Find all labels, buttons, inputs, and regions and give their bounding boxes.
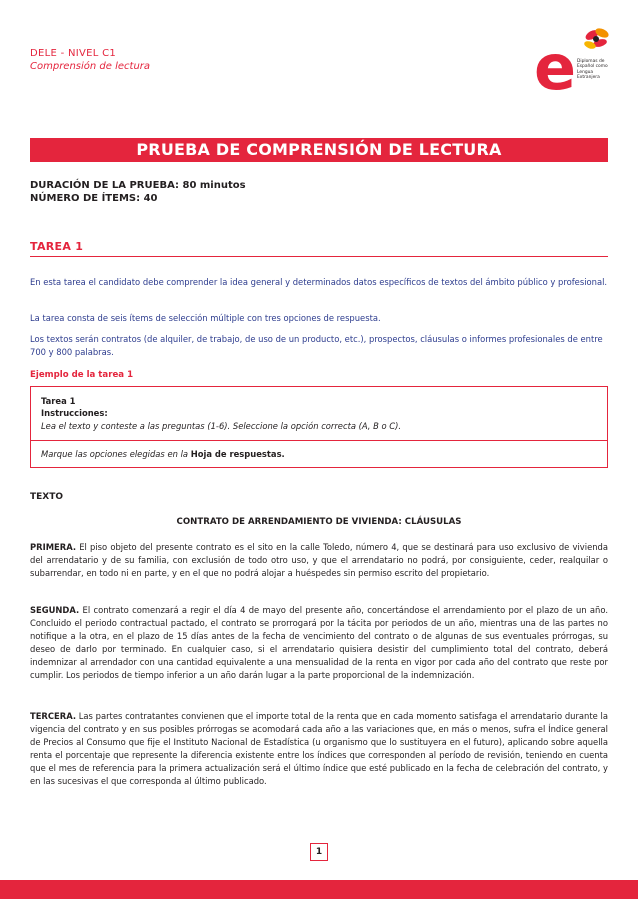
exam-item-count: NÚMERO DE ÍTEMS: 40 bbox=[30, 193, 158, 204]
example-task-title: Tarea 1 bbox=[41, 396, 76, 406]
text-section-label: TEXTO bbox=[30, 492, 64, 502]
clause-body: Las partes contratantes convienen que el importe total de la renta que en cada momento satisfaga el arrendatario durante la vigencia del contrato y en sus posibles prórrogas se acomodará cada año a las variaciones que, en más o menos, sufra el Índice general de Precios al Consumo que fije el Instituto Nacional de Estadística (u organismo que lo sustituyera en el futuro), aplicando sobre aquella renta el porcentaje que represente la diferencia existente entre los índices que corresponden al período de revisión, teniendo en cuenta que el mes de referencia para la primera actualización será el último índice que esté publicado en la fecha de celebración del contrato, y en las sucesivas el que corresponda al último publicado. bbox=[30, 711, 608, 786]
answer-sheet-prefix: Marque las opciones elegidas en la bbox=[41, 449, 191, 459]
task-description-3: Los textos serán contratos (de alquiler, de trabajo, de uso de un producto, etc.), prospectos, cláusulas o informes profesionales de entre 700 y 800 palabras. bbox=[30, 334, 603, 357]
clause-body: El contrato comenzará a regir el día 4 de mayo del presente año, concertándose el arrendamiento por el plazo de un año. Concluido el periodo contractual pactado, el contrato se prorrogará por la tácita por periodos de un año, mientras una de las partes no notifique a la otra, en el plazo de 15 días antes de la fecha de vencimiento del contrato o de algunas de sus eventuales prórrogas, su deseo de darlo por terminado. En cualquier caso, si el arrendatario quisiera desistir del cumplimiento total del contrato, deberá indemnizar al arrendador con una cantidad equivalente a una mensualidad de la renta en vigor por cada año del contrato que reste por cumplir. Los periodos de tiempo inferior a un año darán lugar a la parte proporcional de la indemnización. bbox=[30, 605, 608, 680]
task-description-1: En esta tarea el candidato debe comprender la idea general y determinados datos específicos de textos del ámbito público y profesional. bbox=[30, 277, 608, 287]
logo-line: Lengua bbox=[577, 69, 594, 75]
clause-heading: TERCERA. bbox=[30, 711, 77, 721]
logo-letter: e bbox=[534, 31, 577, 104]
logo-line: Diplomas de bbox=[577, 59, 605, 64]
answer-sheet-bold: Hoja de respuestas. bbox=[190, 449, 285, 459]
footer-bar bbox=[0, 880, 638, 899]
clause-body: El piso objeto del presente contrato es el sito en la calle Toledo, número 4, que se destinará para uso exclusivo de vivienda del arrendatario y de su familia, con exclusión de todo otro uso, y que el arrendatario no podrá, por consiguiente, ceder, realquilar o subarrendar, en todo ni en parte, y en el que no podrá alojar a huéspedes sin permiso escrito del propietario. bbox=[30, 542, 608, 578]
task-heading: TAREA 1 bbox=[30, 240, 84, 253]
logo-line: Extranjera bbox=[577, 75, 600, 81]
clause-first bbox=[30, 541, 608, 580]
example-instructions-label: Instrucciones: bbox=[41, 408, 108, 418]
contract-title: CONTRATO DE ARRENDAMIENTO DE VIVIENDA: CLÁUSULAS bbox=[176, 517, 462, 527]
clause-heading: PRIMERA. bbox=[30, 542, 77, 552]
clause-second bbox=[30, 604, 608, 682]
exam-section: Comprensión de lectura bbox=[30, 61, 151, 72]
box-divider bbox=[31, 440, 607, 441]
logo-caption bbox=[577, 59, 608, 81]
clause-third bbox=[30, 710, 608, 788]
dele-logo bbox=[534, 25, 614, 104]
example-instructions-text: Lea el texto y conteste a las preguntas (1-6). Seleccione la opción correcta (A, B o C). bbox=[41, 421, 402, 431]
example-instructions-box bbox=[30, 386, 608, 468]
exam-duration: DURACIÓN DE LA PRUEBA: 80 minutos bbox=[30, 180, 246, 191]
logo-line: Español como bbox=[577, 64, 608, 70]
task-heading-divider bbox=[30, 256, 608, 257]
task-example-label: Ejemplo de la tarea 1 bbox=[30, 370, 134, 380]
flower-icon bbox=[578, 25, 614, 55]
answer-sheet-note bbox=[41, 448, 285, 460]
page-title-banner: PRUEBA DE COMPRENSIÓN DE LECTURA bbox=[30, 138, 608, 162]
document-header bbox=[30, 47, 150, 73]
exam-level: DELE - NIVEL C1 bbox=[30, 48, 117, 59]
task-description-2: La tarea consta de seis ítems de selección múltiple con tres opciones de respuesta. bbox=[30, 313, 381, 323]
exam-info bbox=[30, 179, 246, 205]
page-number: 1 bbox=[310, 843, 328, 861]
clause-heading: SEGUNDA. bbox=[30, 605, 80, 615]
